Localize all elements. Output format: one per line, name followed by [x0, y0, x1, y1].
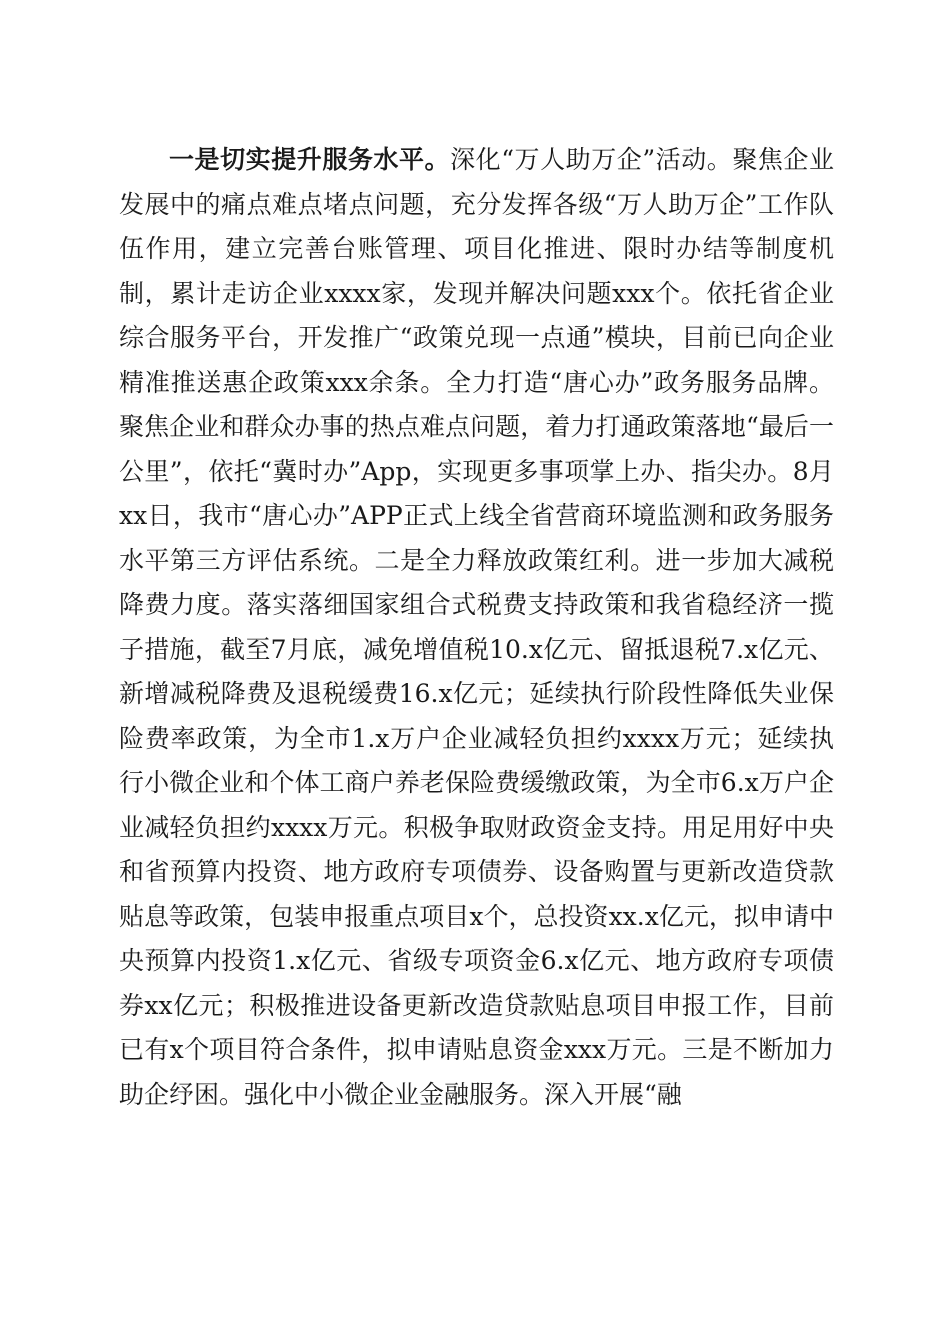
body-paragraph [119, 138, 834, 1117]
paragraph-lead-heading: 一是切实提升服务水平。 [169, 145, 451, 174]
paragraph-text: 深化“万人助万企”活动。聚焦企业发展中的痛点难点堵点问题，充分发挥各级“万人助万企”工作队伍作用，建立完善台账管理、项目化推进、限时办结等制度机制，累计走访企业xxxx家，发现并解决问题xxx个。依托省企业综合服务平台，开发推广“政策兑现一点通”模块，目前已向企业精准推送惠企政策xxx余条。全力打造“唐心办”政务服务品牌。聚焦企业和群众办事的热点难点问题，着力打通政策落地“最后一公里”，依托“冀时办”App，实现更多事项掌上办、指尖办。8月xx日，我市“唐心办”APP正式上线全省营商环境监测和政务服务水平第三方评估系统。二是全力释放政策红利。进一步加大减税降费力度。落实落细国家组合式税费支持政策和我省稳经济一揽子措施，截至7月底，减免增值税10.x亿元、留抵退税7.x亿元、新增减税降费及退税缓费16.x亿元；延续执行阶段性降低失业保险费率政策，为全市1.x万户企业减轻负担约xxxx万元；延续执行小微企业和个体工商户养老保险费缓缴政策，为全市6.x万户企业减轻负担约xxxx万元。积极争取财政资金支持。用足用好中央和省预算内投资、地方政府专项债券、设备购置与更新改造贷款贴息等政策，包装申报重点项目x个，总投资xx.x亿元，拟申请中央预算内投资1.x亿元、省级专项资金6.x亿元、地方政府专项债券xx亿元；积极推进设备更新改造贷款贴息项目申报工作，目前已有x个项目符合条件，拟申请贴息资金xxx万元。三是不断加力助企纾困。强化中小微企业金融服务。深入开展“融 [119, 145, 834, 1109]
